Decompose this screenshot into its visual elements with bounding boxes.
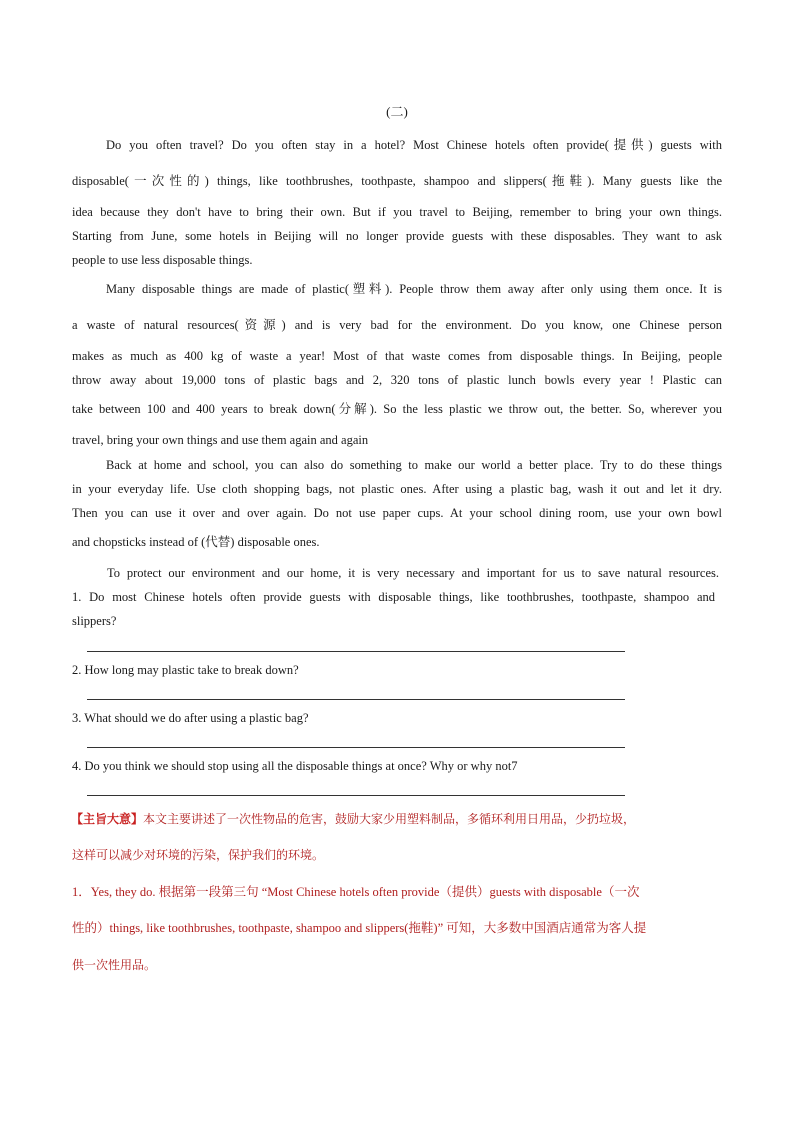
- passage-line: throw away about 19,000 tons of plastic bags and 2, 320 tons of plastic lunch bowls every year ! Plastic can: [72, 373, 722, 387]
- question-1-cont: slippers?: [72, 614, 117, 628]
- passage-line: people to use less disposable things.: [72, 253, 253, 267]
- main-idea: [71, 811, 741, 827]
- passage-line: Back at home and school, you can also do something to make our world a better place. Try to do these things: [106, 458, 722, 472]
- answer-blank-3[interactable]: [87, 747, 625, 748]
- question-2: 2. How long may plastic take to break down?: [72, 663, 299, 677]
- answer-1-explanation: 供一次性用品。: [72, 958, 157, 972]
- passage-line: travel, bring your own things and use them again and again: [72, 433, 369, 447]
- passage-line: and chopsticks instead of (代替) disposable ones.: [72, 535, 320, 549]
- answer-blank-2[interactable]: [87, 699, 625, 700]
- answer-blank-1[interactable]: [87, 651, 625, 652]
- passage-line: Do you often travel? Do you often stay in a hotel? Most Chinese hotels often provide(提供) guests with: [106, 138, 722, 152]
- passage-line: Starting from June, some hotels in Beijing will no longer provide guests with these disposables. They want to ask: [72, 229, 722, 243]
- answer-blank-4[interactable]: [87, 795, 625, 796]
- main-idea-text: 本文主要讲述了一次性物品的危害，鼓励大家少用塑料制品，多循环利用日用品，少扔垃圾，: [143, 812, 636, 826]
- section-title: (二): [386, 104, 408, 119]
- passage-line: a waste of natural resources(资源) and is very bad for the environment. Do you know, one Chinese person: [72, 318, 722, 332]
- passage-line: disposable(一次性的) things, like toothbrushes, toothpaste, shampoo and slippers(拖鞋). Many guests like the: [72, 174, 722, 188]
- main-idea-cont: 这样可以减少对环境的污染，保护我们的环境。: [72, 848, 325, 862]
- passage-line: in your everyday life. Use cloth shopping bags, not plastic ones. After using a plastic bag, wash it out and let it dry.: [72, 482, 722, 496]
- question-3: 3. What should we do after using a plastic bag?: [72, 711, 309, 725]
- passage-line: To protect our environment and our home, it is very necessary and important for us to save natural resources.: [107, 566, 719, 580]
- main-idea-label: 【主旨大意】: [71, 812, 144, 826]
- passage-line: Many disposable things are made of plastic(塑料). People throw them away after only using them once. It is: [106, 282, 722, 296]
- answer-1-explanation: 性的）things, like toothbrushes, toothpaste, shampoo and slippers(拖鞋)” 可知，大多数中国酒店通常为客人提: [72, 921, 647, 935]
- question-4: 4. Do you think we should stop using all the disposable things at once? Why or why not7: [72, 759, 518, 773]
- passage-line: Then you can use it over and over again. Do not use paper cups. At your school dining room, use your own bowl: [72, 506, 722, 520]
- passage-line: idea because they don't have to bring their own. But if you travel to Beijing, remember to bring your own things.: [72, 205, 722, 219]
- passage-line: take between 100 and 400 years to break down(分解). So the less plastic we throw out, the better. So, wherever you: [72, 402, 722, 416]
- question-1: 1. Do most Chinese hotels often provide guests with disposable things, like toothbrushes, toothpaste, shampoo and: [72, 590, 715, 604]
- answer-1-explanation: 1．Yes, they do. 根据第一段第三句 “Most Chinese hotels often provide（提供）guests with disposable（一次: [72, 885, 640, 899]
- passage-line: makes as much as 400 kg of waste a year! Most of that waste comes from disposable things. In Beijing, people: [72, 349, 722, 363]
